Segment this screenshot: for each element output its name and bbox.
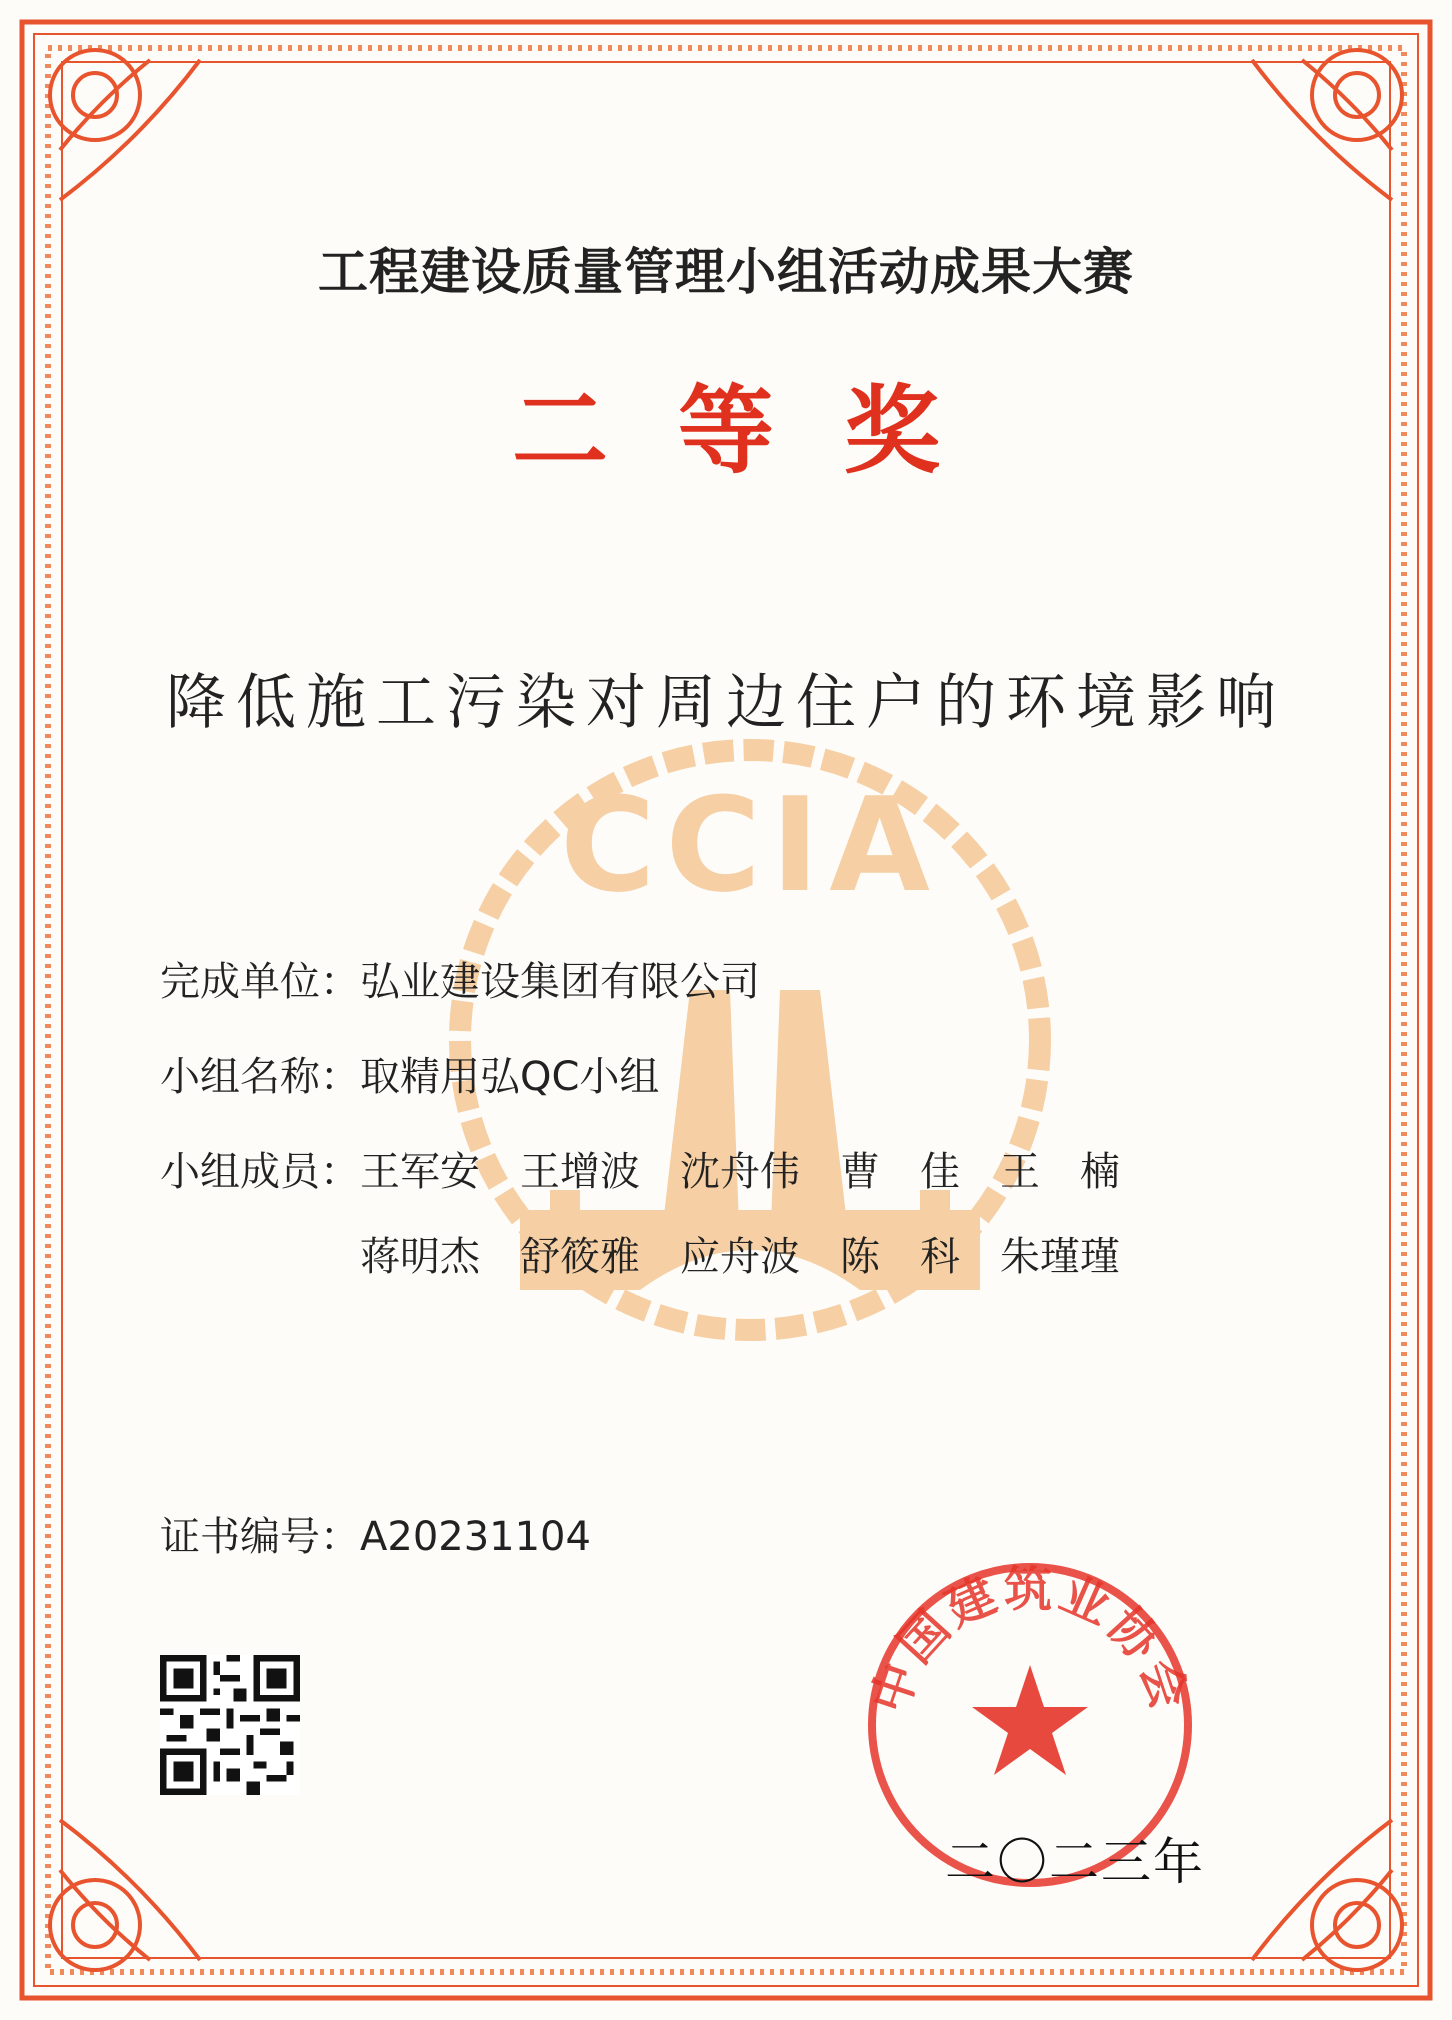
corner-ornament-top-right-icon [1252,50,1402,200]
member-name: 应舟波 [680,1234,800,1280]
members-label: 小组成员： [160,1149,360,1195]
member-name: 蒋明杰 [360,1234,480,1280]
corner-ornament-top-left-icon [50,50,200,200]
seal-text: 中国建筑业协会 [861,1561,1199,1720]
unit-row [160,950,760,1007]
members-row [160,1140,360,1197]
star-icon [972,1665,1088,1775]
group-label: 小组名称： [160,1054,360,1100]
watermark-text: CCIA [560,769,940,921]
unit-label: 完成单位： [160,959,360,1005]
issue-date: 二〇二三年 [945,1833,1205,1891]
member-name: 陈 科 [840,1234,960,1280]
member-name: 王军安 [360,1149,480,1195]
certificate-label: 证书编号： [160,1514,360,1560]
member-name: 曹 佳 [840,1149,960,1195]
project-title: 降低施工污染对周边住户的环境影响 [166,668,1286,738]
award-level: 二等奖 [512,374,1010,487]
corner-ornament-bottom-right-icon [1252,1820,1402,1970]
certificate-number-row [160,1505,591,1562]
unit-value: 弘业建设集团有限公司 [360,959,760,1005]
group-value: 取精用弘QC小组 [360,1054,660,1100]
qr-code-icon [160,1655,300,1795]
competition-title: 工程建设质量管理小组活动成果大赛 [318,243,1134,301]
member-name: 王 楠 [1000,1149,1120,1195]
certificate-number: A20231104 [360,1514,591,1560]
member-name: 王增波 [520,1149,640,1195]
ccia-watermark-logo [400,690,1100,1390]
member-name: 舒筱雅 [520,1234,640,1280]
group-row [160,1045,659,1102]
corner-ornament-bottom-left-icon [50,1820,200,1970]
member-name: 沈舟伟 [680,1149,800,1195]
member-name: 朱瑾瑾 [1000,1234,1120,1280]
